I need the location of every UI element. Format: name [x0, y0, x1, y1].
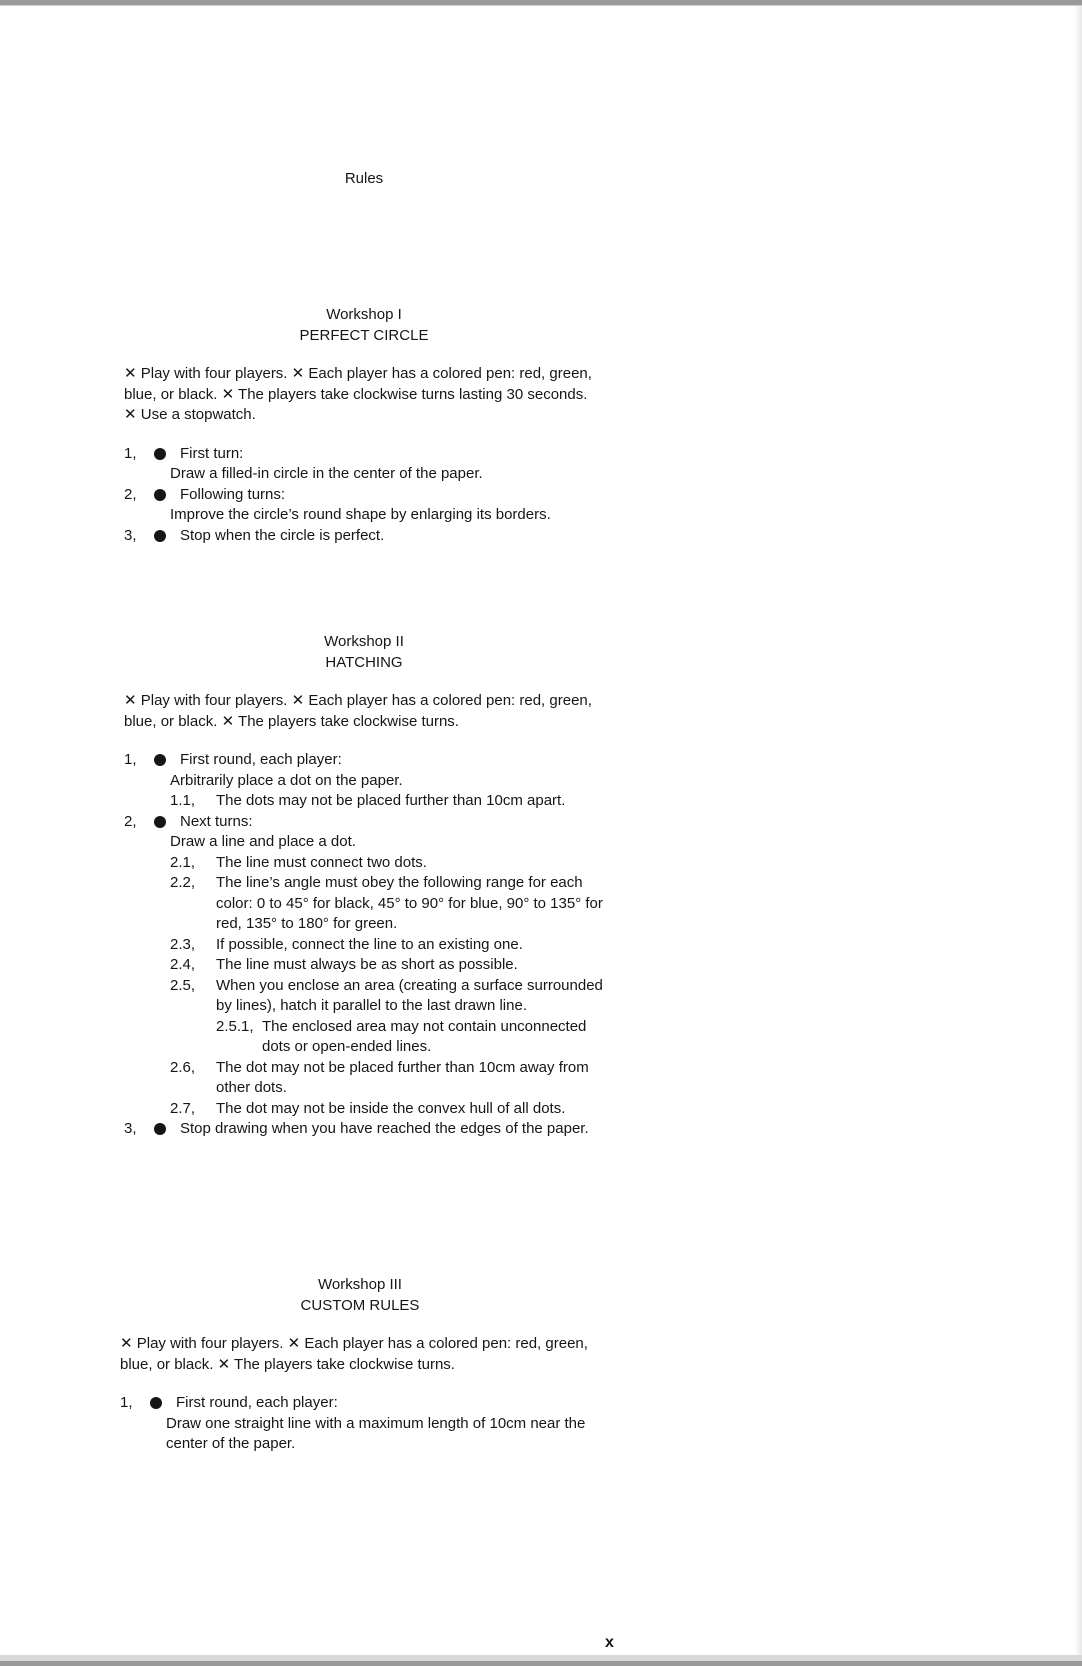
workshop-1 [124, 304, 604, 546]
step-title: First round, each player: [176, 1394, 338, 1411]
workshop-heading: Workshop I [326, 306, 402, 323]
step-number: 1, [124, 751, 137, 768]
step-item [124, 750, 604, 812]
workshop-heading: Workshop III [318, 1276, 402, 1293]
page-title: Rules [344, 170, 384, 187]
rule-text: Play with four players. [140, 692, 288, 709]
bullet-icon [154, 754, 166, 766]
rule-text: Each player has a colored pen: red, green, blue, or black. [124, 692, 592, 730]
bullet-icon [154, 489, 166, 501]
step-body: Draw a line and place a dot. [170, 833, 356, 850]
step-title: Next turns: [180, 812, 253, 830]
x-mark-icon: ✕ [287, 1335, 301, 1352]
rule-text: The players take clockwise turns lasting 30 seconds. [238, 385, 588, 403]
step-title: First turn: [180, 444, 244, 462]
step-body: Improve the circle’s round shape by enlarging its borders. [170, 506, 551, 523]
step-item [124, 812, 604, 1120]
step-title: Stop when the circle is perfect. [180, 526, 385, 544]
workshop-3 [120, 1274, 600, 1455]
sub-step: 2.5, When you enclose an area (creating a surface surrounded by lines), hatch it parallel to the last drawn line. [170, 976, 603, 1014]
x-mark-icon: ✕ [120, 1335, 133, 1352]
workshop-subtitle: PERFECT CIRCLE [299, 327, 429, 344]
x-mark-icon: ✕ [291, 365, 305, 382]
step-number: 2, [124, 485, 137, 503]
rule-text: Play with four players. [140, 365, 288, 382]
sub-step: 2.3, If possible, connect the line to an existing one. [170, 935, 523, 953]
rule-text: Each player has a colored pen: red, green, blue, or black. [120, 1335, 588, 1373]
sub-step: 2.2, The line’s angle must obey the following range for each color: 0 to 45° for black, 45° to 90° for blue, 90° to 135° for red, 135° to 180° for green. [170, 874, 603, 932]
bullet-icon [154, 530, 166, 542]
step-number: 2, [124, 812, 137, 830]
step-number: 1, [124, 444, 137, 462]
scan-edge [0, 1655, 1082, 1661]
step-item [124, 526, 604, 547]
sub-step: 2.7, The dot may not be inside the convex hull of all dots. [170, 1099, 566, 1117]
x-mark-icon: ✕ [221, 385, 235, 403]
rule-text: Use a stopwatch. [140, 406, 256, 423]
x-mark-icon: ✕ [124, 692, 137, 709]
rule-text: Each player has a colored pen: red, green, blue, or black. [124, 365, 592, 403]
step-item [124, 444, 604, 485]
step-body: Draw a filled-in circle in the center of the paper. [170, 465, 483, 482]
bullet-icon [150, 1397, 162, 1409]
sub-step: 1.1, The dots may not be placed further than 10cm apart. [170, 792, 566, 809]
step-title: First round, each player: [180, 751, 342, 768]
x-mark-icon: ✕ [217, 1355, 231, 1373]
step-item [124, 485, 604, 526]
workshop-2 [124, 631, 604, 1140]
page-footer-mark: x [605, 1634, 614, 1651]
bullet-icon [154, 448, 166, 460]
sub-step: 2.6, The dot may not be placed further than 10cm away from other dots. [170, 1058, 589, 1096]
step-number: 3, [124, 1120, 137, 1137]
workshop-rules [124, 364, 604, 426]
document-page [0, 5, 1082, 1661]
step-list [124, 750, 604, 1140]
step-item [120, 1393, 600, 1455]
x-mark-icon: ✕ [124, 406, 137, 423]
step-item [124, 1119, 604, 1140]
workshop-heading: Workshop II [324, 633, 404, 650]
workshop-rules [120, 1334, 600, 1375]
rule-text: The players take clockwise turns. [238, 712, 459, 730]
step-body: Arbitrarily place a dot on the paper. [170, 771, 403, 789]
x-mark-icon: ✕ [291, 692, 305, 709]
workshop-subtitle: HATCHING [325, 654, 403, 671]
step-body: Draw one straight line with a maximum length of 10cm near the center of the paper. [166, 1414, 586, 1452]
x-mark-icon: ✕ [221, 712, 235, 730]
bullet-icon [154, 816, 166, 828]
rule-text: The players take clockwise turns. [234, 1355, 455, 1373]
rule-text: Play with four players. [136, 1335, 284, 1352]
step-title: Stop drawing when you have reached the edges of the paper. [180, 1120, 589, 1137]
workshop-rules [124, 691, 604, 732]
step-title: Following turns: [180, 485, 286, 503]
sub-sub-step: 2.5.1, The enclosed area may not contain unconnected dots or open-ended lines. [216, 1017, 587, 1055]
step-list [120, 1393, 600, 1455]
bullet-icon [154, 1123, 166, 1135]
sub-step: 2.1, The line must connect two dots. [170, 853, 427, 871]
sub-step: 2.4, The line must always be as short as possible. [170, 956, 518, 973]
workshop-subtitle: CUSTOM RULES [300, 1297, 420, 1314]
step-number: 1, [120, 1394, 133, 1411]
step-number: 3, [124, 526, 137, 544]
x-mark-icon: ✕ [124, 365, 137, 382]
step-list [124, 444, 604, 547]
